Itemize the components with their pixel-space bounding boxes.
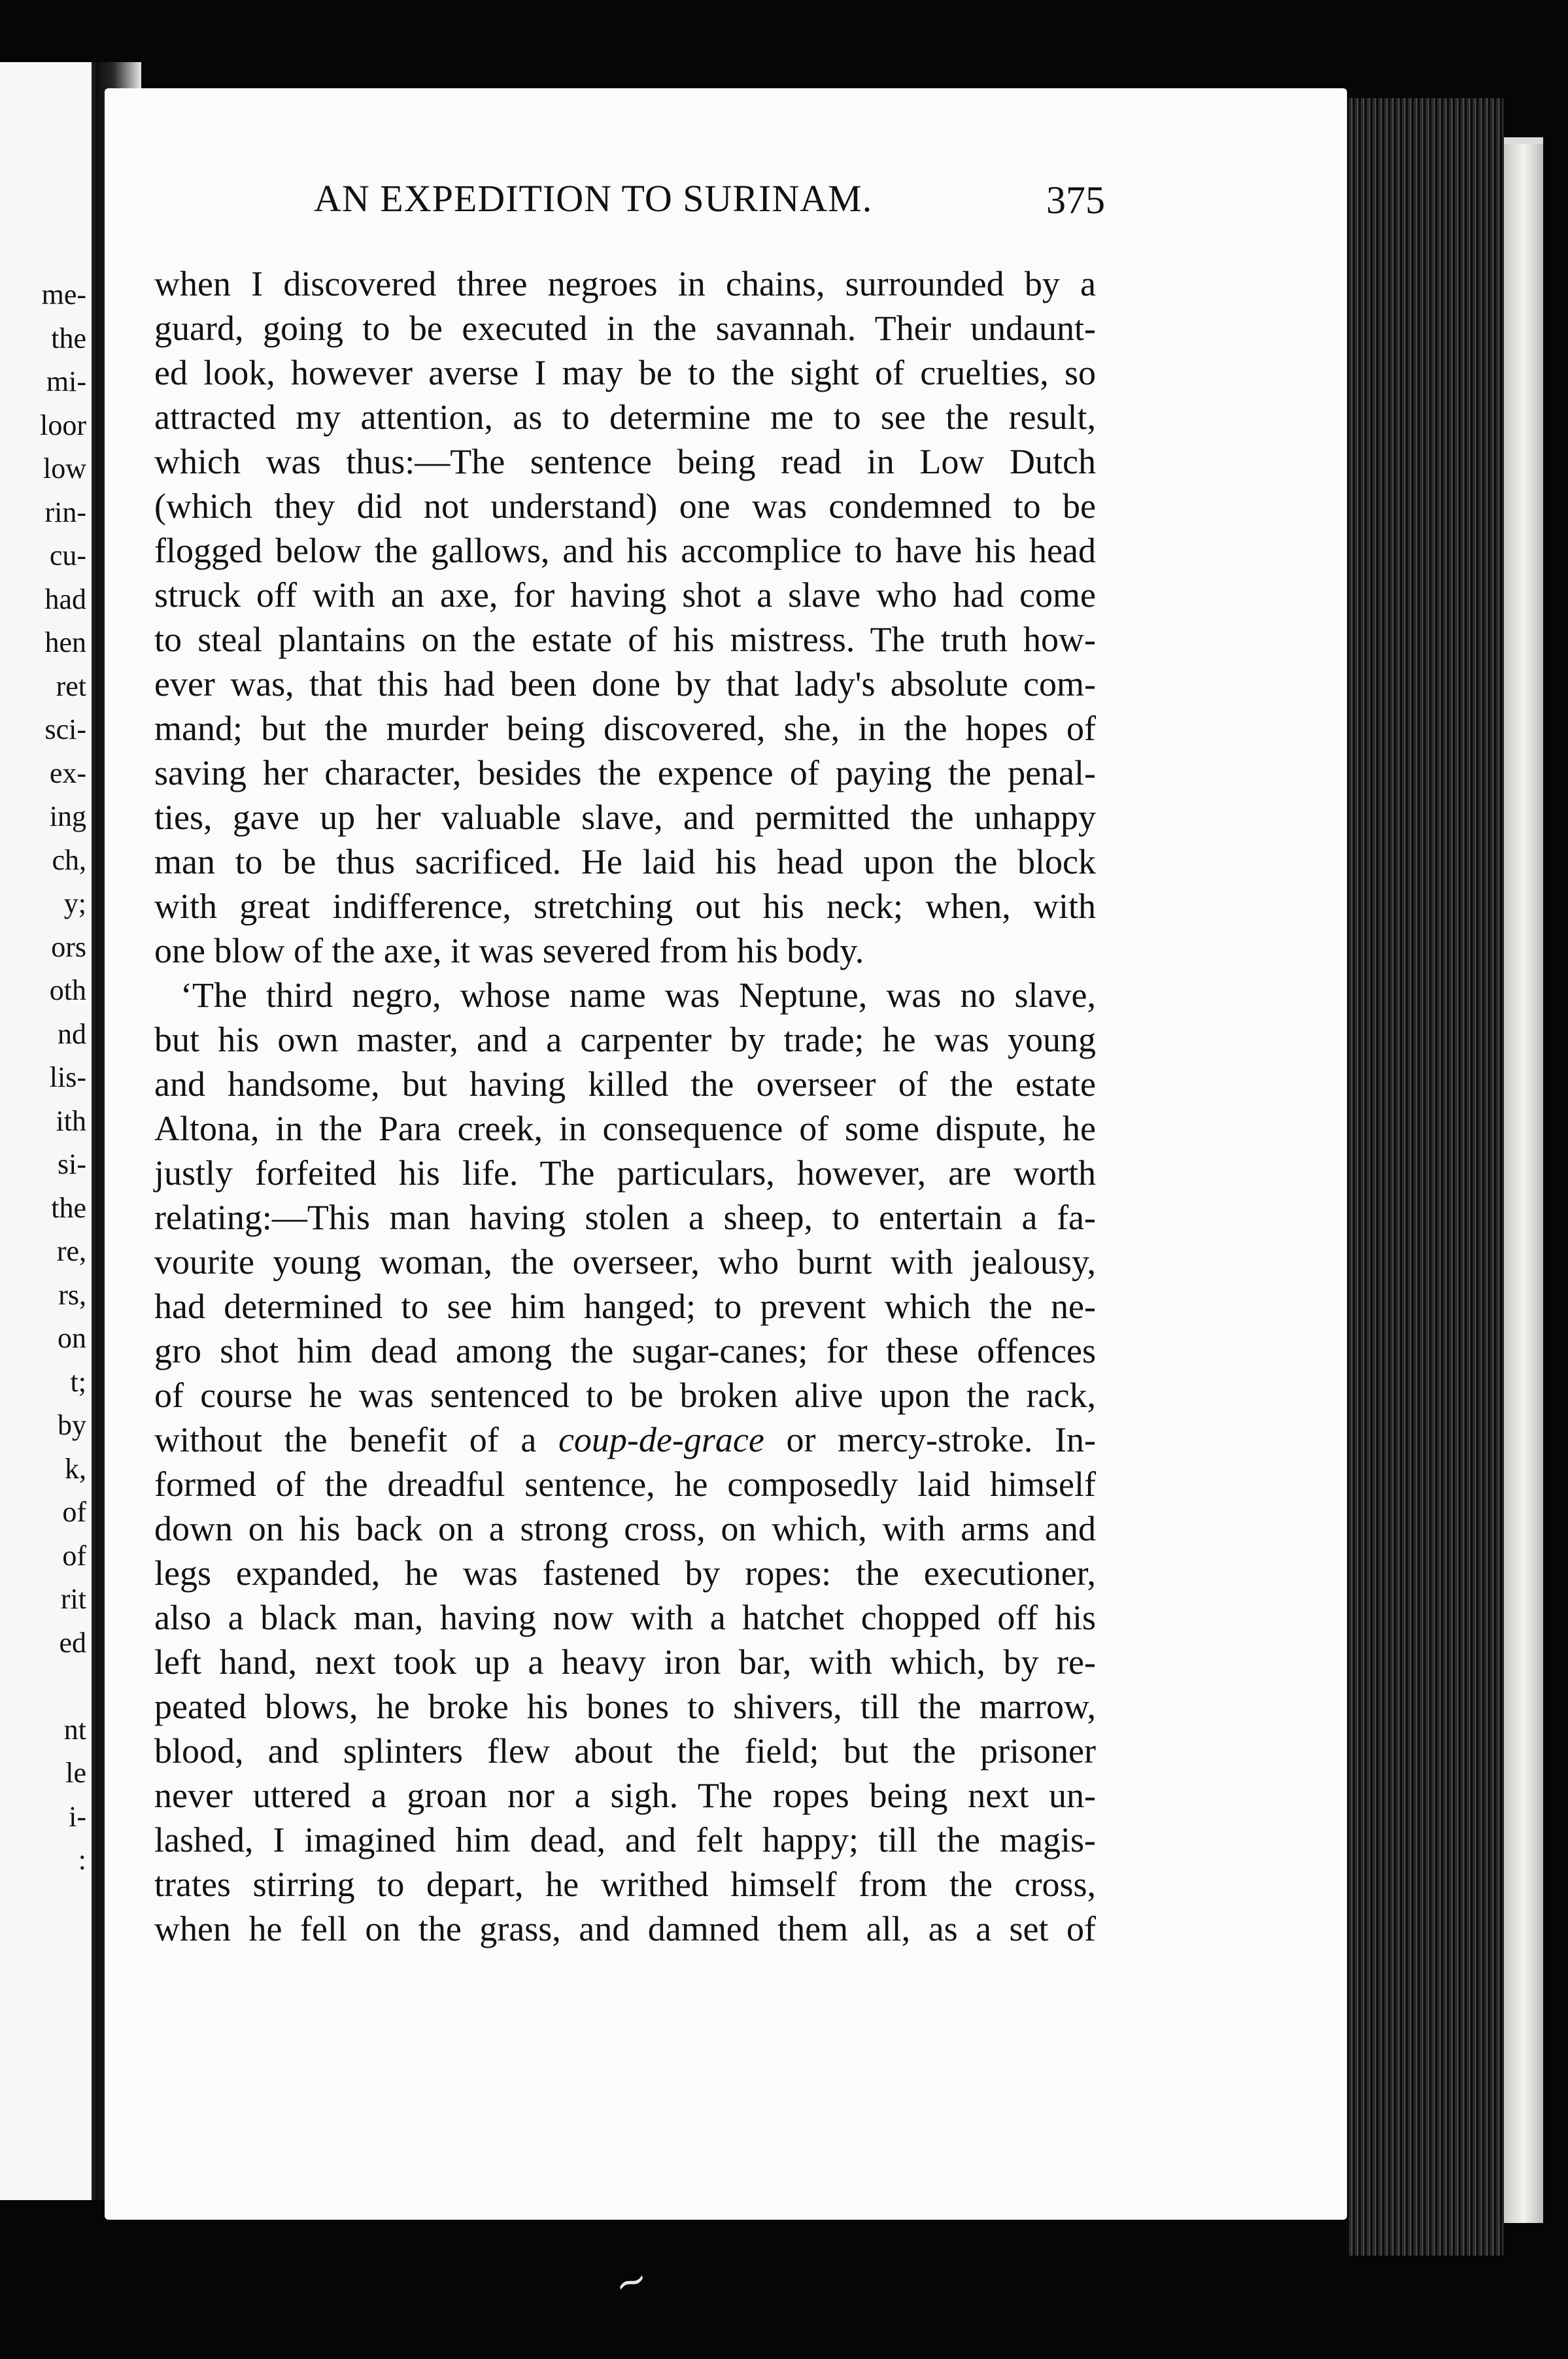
text-line: left hand, next took up a heavy iron bar, with which, by re- — [154, 1642, 1096, 1682]
text-line: saving her character, besides the expence of paying the penal- — [154, 753, 1096, 792]
left-page-fragment: by — [58, 1409, 86, 1441]
left-page-fragment: nd — [58, 1017, 86, 1050]
paragraph-end-line: one blow of the axe, it was severed from his body. — [154, 931, 864, 970]
text-line: also a black man, having now with a hatchet chopped off his — [154, 1598, 1096, 1637]
text-line: attracted my attention, as to determine me to see the result, — [154, 398, 1096, 437]
left-page-fragment: ch, — [52, 843, 86, 876]
left-page-fragment: of — [62, 1539, 86, 1572]
left-page-fragment: oth — [49, 974, 86, 1006]
text-line: of course he was sentenced to be broken alive upon the rack, — [154, 1376, 1096, 1415]
left-page-fragment: rs, — [58, 1278, 86, 1311]
left-page-fragment: of — [62, 1496, 86, 1528]
left-page-fragment: k, — [65, 1452, 86, 1485]
left-page-fragment: mi- — [46, 365, 86, 398]
left-page-fragment: i- — [69, 1800, 86, 1833]
text-line: legs expanded, he was fastened by ropes: the executioner, — [154, 1553, 1096, 1593]
text-line: to steal plantains on the estate of his mistress. The truth how- — [154, 620, 1096, 659]
text-line: when he fell on the grass, and damned them all, as a set of — [154, 1909, 1096, 1948]
body-text — [154, 262, 1096, 1951]
text-fragment: or mercy-stroke. In- — [786, 1420, 1096, 1459]
text-line: man to be thus sacrificed. He laid his head upon the block — [154, 842, 1096, 881]
left-page-fragment: low — [43, 452, 86, 484]
text-line: down on his back on a strong cross, on which, with arms and — [154, 1509, 1096, 1548]
scan-artifact: ~ — [607, 2254, 655, 2309]
left-page-fragment: me- — [41, 279, 86, 311]
text-line: justly forfeited his life. The particulars, however, are worth — [154, 1153, 1096, 1193]
text-line: when I discovered three negroes in chains, surrounded by a — [154, 264, 1096, 303]
text-fragment: without the benefit of a — [154, 1420, 537, 1459]
text-line: had determined to see him hanged; to prevent which the ne- — [154, 1287, 1096, 1326]
left-page-fragment: on — [58, 1322, 86, 1354]
text-line: formed of the dreadful sentence, he composedly laid himself — [154, 1465, 1096, 1504]
text-line: ever was, that this had been done by that lady's absolute com- — [154, 664, 1096, 704]
text-line: Altona, in the Para creek, in consequence of some dispute, he — [154, 1109, 1096, 1148]
text-line: trates stirring to depart, he writhed himself from the cross, — [154, 1865, 1096, 1904]
left-page-fragment: sci- — [44, 713, 86, 745]
left-page-fragment: : — [78, 1844, 86, 1876]
text-line: lashed, I imagined him dead, and felt happy; till the magis- — [154, 1820, 1096, 1859]
text-line: flogged below the gallows, and his accomplice to have his head — [154, 531, 1096, 570]
text-line: and handsome, but having killed the overseer of the estate — [154, 1064, 1096, 1104]
text-line-with-italic — [154, 1417, 1096, 1462]
text-line: relating:—This man having stolen a sheep, to entertain a fa- — [154, 1198, 1096, 1237]
text-line: ed look, however averse I may be to the sight of cruelties, so — [154, 353, 1096, 392]
left-page-fragment: re, — [56, 1235, 86, 1267]
left-page-fragment: hen — [44, 626, 86, 658]
text-line: guard, going to be executed in the savannah. Their undaunt- — [154, 309, 1096, 348]
text-line: but his own master, and a carpenter by trade; he was young — [154, 1020, 1096, 1059]
page-header — [314, 177, 1105, 235]
text-line: mand; but the murder being discovered, she, in the hopes of — [154, 709, 1096, 748]
page-edge-stack — [1347, 98, 1504, 2256]
left-page-fragment: the — [51, 1191, 86, 1224]
left-page-fragment: nt — [63, 1713, 86, 1746]
text-line: (which they did not understand) one was condemned to be — [154, 486, 1096, 526]
left-page-fragment: had — [44, 583, 86, 615]
italic-phrase: coup-de-grace — [558, 1420, 764, 1459]
left-page-fragment: y; — [63, 887, 86, 919]
page-number: 375 — [1046, 178, 1105, 222]
text-line: blood, and splinters flew about the field; but the prisoner — [154, 1731, 1096, 1771]
left-page-fragment: loor — [40, 409, 86, 441]
text-line: peated blows, he broke his bones to shivers, till the marrow, — [154, 1687, 1096, 1726]
left-page-fragment: t; — [70, 1365, 86, 1398]
left-page-fragment: ing — [49, 800, 86, 832]
text-line: gro shot him dead among the sugar-canes; for these offences — [154, 1331, 1096, 1370]
left-page-fragment: rin- — [44, 496, 86, 528]
previous-page-edge — [0, 62, 95, 2200]
paragraph-start-line: ‘The third negro, whose name was Neptune, was no slave, — [180, 976, 1096, 1015]
left-page-fragment: ret — [56, 670, 86, 702]
left-page-fragment: si- — [58, 1148, 86, 1180]
text-line: never uttered a groan nor a sigh. The ropes being next un- — [154, 1776, 1096, 1815]
left-page-fragment: ex- — [49, 756, 86, 789]
text-line: with great indifference, stretching out his neck; when, with — [154, 887, 1096, 926]
left-page-fragment: the — [51, 322, 86, 354]
left-page-fragment: lis- — [49, 1061, 86, 1093]
left-page-fragment: cu- — [49, 539, 86, 571]
left-page-fragment: ed — [59, 1626, 86, 1659]
left-page-fragment: rit — [60, 1583, 86, 1615]
text-line: struck off with an axe, for having shot a slave who had come — [154, 575, 1096, 615]
text-line: vourite young woman, the overseer, who burnt with jealousy, — [154, 1242, 1096, 1281]
book-cover-edge — [1504, 137, 1543, 2223]
left-page-fragment: ith — [56, 1104, 86, 1137]
running-title: AN EXPEDITION TO SURINAM. — [314, 177, 873, 220]
text-line: ties, gave up her valuable slave, and permitted the unhappy — [154, 798, 1096, 837]
text-line: which was thus:—The sentence being read in Low Dutch — [154, 442, 1096, 481]
left-page-fragment: le — [65, 1757, 86, 1789]
left-page-fragment: ors — [51, 930, 86, 963]
